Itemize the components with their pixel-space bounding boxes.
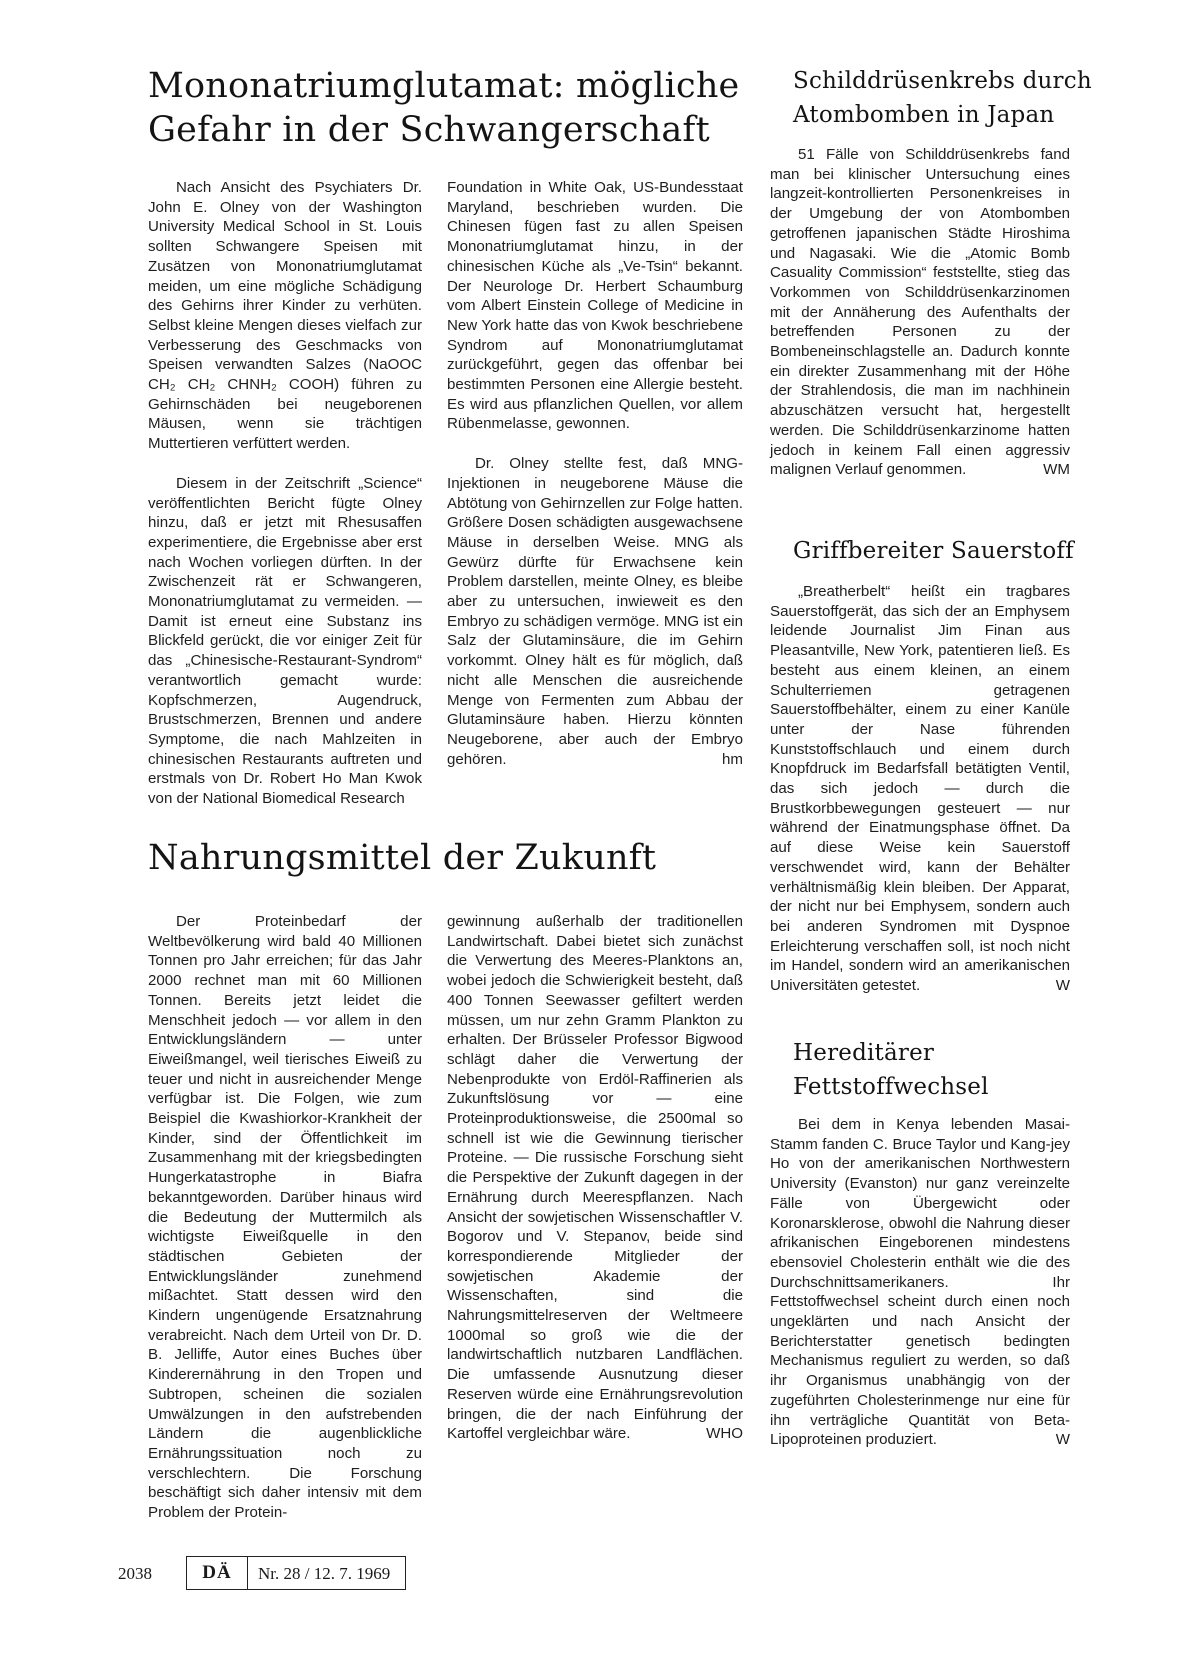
article-oxygen-paragraph-text: „Breatherbelt“ heißt ein tragbares Sauerstoffgerät, das sich der an Emphysem leidende Journalist Jim Finan aus Pleasantville, New York, patentieren ließ. Es besteht aus einem kleinen, an einem Schulterriemen getragenen Sauerstoffbehälter, einem zu einer Kanüle unter der Nase führenden Kunststoffschlauch und einem durch Knopfdruck im Bedarfsfall betätigten Ventil, das sich jedoch — durch die Brustkorbbewegungen gesteuert — nur während der Einatmungsphase öffnet. Da auf diese Weise kein Sauerstoff verschwendet wird, kann der Behälter verhältnismäßig klein bleiben. Der Apparat, der nicht nur bei Emphysem, sondern auch bei anderen Syndromen mit Dyspnoe Erleichterung verschaffen soll, ist noch nicht im Handel, sondern wird an amerikanischen Universitäten getestet. xyxy=(770,583,1070,995)
article-thyroid-title-line1: Schilddrüsenkrebs durch xyxy=(793,68,1092,94)
article-oxygen-paragraph xyxy=(770,582,1070,996)
article-mng-title-line1: Mononatriumglutamat: mögliche xyxy=(148,66,740,106)
article-mng-paragraph: Foundation in White Oak, US-Bundesstaat Maryland, beschrieben wurden. Die Chinesen fügen fast zu allen Speisen Mononatriumglutamat hinzu, in der chinesischen Küche als „Ve-Tsin“ bekannt. Der Neurologe Dr. Herbert Schaumburg vom Albert Einstein College of Medicine in New York hatte das von Kwok beschriebene Syndrom auf Mononatriumglutamat zurückgeführt, gegen das offenbar bei bestimmten Personen eine Allergie besteht. Es wird aus pflanzlichen Quellen, vor allem Rübenmelasse, gewonnen. xyxy=(447,179,743,433)
article-thyroid-title xyxy=(793,64,1092,132)
article-mng-title-line2: Gefahr in der Schwangerschaft xyxy=(148,110,710,150)
article-oxygen-body xyxy=(770,582,1070,996)
article-fat-paragraph-text: Bei dem in Kenya lebenden Masai-Stamm fanden C. Bruce Taylor und Kang-jey Ho von der amerikanischen Northwestern University (Evanston) nur ganz vereinzelte Fälle von Übergewicht oder Koronarsklerose, obwohl die Nahrung dieser afrikanischen Eingeborenen mindestens ebensoviel Cholesterin enthält wie die des Durchschnittsamerikaners. Ihr Fettstoffwechsel scheint durch einen noch ungeklärten und nach Ansicht der Berichterstatter genetisch bedingten Mechanismus reguliert zu werden, so daß ihr Organismus unabhängig von der zugeführten Cholesterinmenge nur eine für ihn verträgliche Quantität von Beta-Lipoproteinen produziert. xyxy=(770,1116,1070,1449)
article-mng-column-1 xyxy=(148,178,422,809)
article-food-paragraph: Der Proteinbedarf der Weltbevölkerung wird bald 40 Millionen Tonnen pro Jahr erreichen; für das Jahr 2000 rechnet man mit 60 Millionen Tonnen. Bereits jetzt leidet die Menschheit jedoch — vor allem in den Entwicklungsländern — unter Eiweißmangel, weil tierisches Eiweiß zu teuer und nicht in ausreichender Menge verfügbar ist. Die Folgen, wie zum Beispiel die Kwashiorkor-Krankheit der Kinder, sind der Öffentlichkeit im Zusammenhang mit der kriegsbedingten Hungerkatastrophe in Biafra bekanntgeworden. Darüber hinaus wird die Bedeutung der Muttermilch als wichtigste Eiweißquelle in den städtischen Gebieten der Entwicklungsländer zunehmend mißachtet. Statt dessen wird den Kindern ungenügende Ersatznahrung verabreicht. Nach dem Urteil von Dr. D. B. Jelliffe, Autor eines Buches über Kinderernährung in den Tropen und Subtropen, scheinen die sozialen Umwälzungen in den aufstrebenden Ländern die augenblickliche Ernährungssituation noch zu verschlechtern. Die Forschung beschäftigt sich daher intensiv mit dem Problem der Protein- xyxy=(148,913,422,1522)
article-thyroid-title-line2: Atombomben in Japan xyxy=(793,102,1055,128)
article-fat-title-line2: Fettstoffwechsel xyxy=(793,1074,989,1100)
article-thyroid-signature: WM xyxy=(1043,461,1070,479)
article-mng-paragraph: Nach Ansicht des Psychiaters Dr. John E. Olney von der Washington University Medical School in St. Louis sollten Schwangere Speisen mit Zusätzen von Mononatriumglutamat meiden, um eine mögliche Schädigung des Gehirns ihrer Kinder zu verhüten. Selbst kleine Mengen dieses vielfach zur Verbesserung des Geschmacks von Speisen verwandten Salzes (NaOOC CH₂ CH₂ CHNH₂ COOH) führen zu Gehirnschäden bei neugeborenen Mäusen, wenn sie trächtigen Muttertieren verfüttert werden. xyxy=(148,179,422,453)
article-thyroid-paragraph-text: 51 Fälle von Schilddrüsenkrebs fand man bei klinischer Untersuchung eines langzeit-kontrollierten Personenkreises in der Umgebung der von Atombomben getroffenen japanischen Städte Hiroshima und Nagasaki. Wie die „Atomic Bomb Casuality Commission“ feststellte, stieg das Vorkommen von Schilddrüsenkarzinomen mit der Annäherung des Aufenthalts der betreffenden Personen zu der Bombeneinschlagstelle an. Dadurch konnte ein direkter Zusammenhang mit der Höhe der Strahlendosis, die man im nachhinein abzuschätzen versucht hat, hergestellt werden. Die Schilddrüsenkarzinome hatten jedoch in keinem Fall einen aggressiv malignen Verlauf genommen. xyxy=(770,146,1070,479)
article-food-paragraph-text: gewinnung außerhalb der traditionellen Landwirtschaft. Dabei bietet sich zunächst die Verwertung des Meeres-Planktons an, wobei jedoch die Schwierigkeit besteht, daß 400 Tonnen Seewasser gefiltert werden müssen, um nur zehn Gramm Plankton zu erhalten. Der Brüsseler Professor Bigwood schlägt daher die Verwertung der Nebenprodukte von Erdöl-Raffinerien als Zukunftslösung vor — eine Proteinproduktionsweise, die 2500mal so schnell ist wie die Gewinnung tierischer Proteine. — Die russische Forschung sieht die Perspektive der Zukunft dagegen in der Ernährung durch Meerespflanzen. Nach Ansicht der sowjetischen Wissenschaftler V. Bogorov und V. Stepanov, beide sind korrespondierende Mitglieder der sowjetischen Akademie der Wissenschaften, sind die Nahrungsmittelreserven der Weltmeere 1000mal so groß wie die der landwirtschaftlich nutzbaren Landflächen. Die umfassende Ausnutzung dieser Reserven würde eine Ernährungsrevolution bringen, die der nach Einführung der Kartoffel vergleichbar wäre. xyxy=(447,913,743,1443)
article-mng-column-2 xyxy=(447,178,743,769)
article-mng-paragraph-text: Dr. Olney stellte fest, daß MNG-Injektionen in neugeborene Mäuse die Abtötung von Gehirnzellen zur Folge hatten. Größere Dosen schädigten ausgewachsene Mäuse in derselben Weise. MNG als Gewürz dürfte für Erwachsene kein Problem darstellen, meinte Olney, es bleibe aber zu untersuchen, inwieweit es den Embryo zu schädigen vermöge. MNG ist ein Salz der Glutaminsäure, die im Gehirn vorkommt. Olney hält es für möglich, daß nicht alle Menschen die ausreichende Menge von Fermenten zum Abbau der Glutaminsäure haben. Hierzu könnten Neugeborene, aber auch der Embryo gehören. xyxy=(447,455,743,768)
article-fat-body xyxy=(770,1115,1070,1450)
issue-box xyxy=(248,1556,406,1590)
article-fat-paragraph xyxy=(770,1115,1070,1450)
article-mng-title xyxy=(148,64,739,152)
article-oxygen-title: Griffbereiter Sauerstoff xyxy=(793,538,1074,564)
journal-logo: DÄ xyxy=(202,1562,232,1583)
article-food-column-1 xyxy=(148,912,422,1523)
article-mng-paragraph xyxy=(447,454,743,769)
article-fat-title-line1: Hereditärer xyxy=(793,1040,935,1066)
page-number: 2038 xyxy=(118,1564,152,1583)
article-mng-signature: hm xyxy=(722,750,743,768)
article-food-title: Nahrungsmittel der Zukunft xyxy=(148,838,657,878)
article-food-paragraph xyxy=(447,912,743,1444)
article-thyroid-paragraph xyxy=(770,145,1070,480)
article-oxygen-signature: W xyxy=(1055,977,1070,995)
journal-logo-box xyxy=(186,1556,248,1590)
article-fat-signature: W xyxy=(1055,1431,1070,1449)
article-thyroid-body xyxy=(770,145,1070,480)
article-food-column-2 xyxy=(447,912,743,1444)
page-footer xyxy=(118,1556,408,1592)
issue-info: Nr. 28 / 12. 7. 1969 xyxy=(258,1564,391,1583)
article-fat-title xyxy=(793,1036,989,1104)
article-mng-paragraph: Diesem in der Zeitschrift „Science“ veröffentlichten Bericht fügte Olney hinzu, daß er jetzt mit Rhesusaffen experimentiere, die Ergebnisse aber erst nach Wochen vorliegen dürften. In der Zwischenzeit rät er Schwangeren, Mononatriumglutamat zu vermeiden. — Damit ist erneut eine Substanz ins Blickfeld gerückt, die vor einiger Zeit für das „Chinesische-Restaurant-Syndrom“ verantwortlich gemacht wurde: Kopfschmerzen, Augendruck, Brustschmerzen, Brennen und andere Symptome, die nach Mahlzeiten in chinesischen Restaurants auftreten und erstmals von Dr. Robert Ho Man Kwok von der National Biomedical Research xyxy=(148,474,422,808)
article-food-signature: WHO xyxy=(706,1425,743,1443)
